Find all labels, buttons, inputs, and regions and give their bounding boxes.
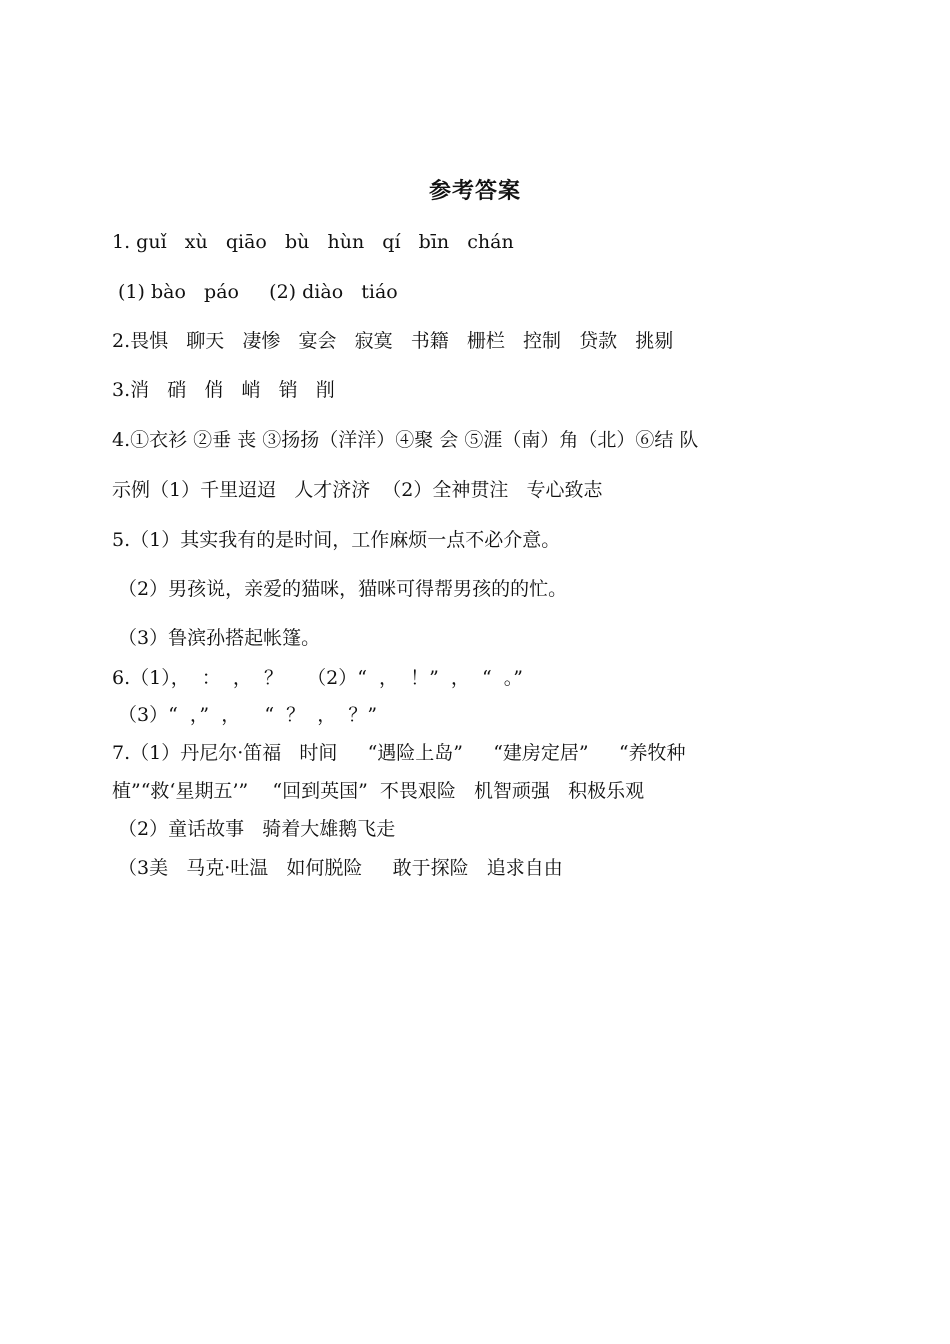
- answer-line-1-polyphones: (1) bào páo (2) diào tiáo: [112, 281, 398, 303]
- answer-line-7-1-cont: 植”“救‘星期五’” “回到英国” 不畏艰险 机智顽强 积极乐观: [112, 780, 645, 802]
- answer-line-7-2: （2）童话故事 骑着大雄鹅飞走: [112, 818, 396, 840]
- answer-line-6-3: （3）“ ，” ， “ ？ ， ？”: [112, 704, 378, 726]
- answer-line-5-2: （2）男孩说，亲爱的猫咪，猫咪可得帮男孩的的忙。: [112, 578, 568, 600]
- answer-line-6-1: 6.（1）， ： ， ？ （2）“ ， ！” ， “ 。”: [112, 667, 523, 689]
- page-title: 参考答案: [428, 179, 521, 204]
- answer-line-4: 4.①衣衫 ②垂 丧 ③扬扬（洋洋）④聚 会 ⑤涯（南）角（北）⑥结 队: [112, 429, 699, 451]
- answer-line-7-1: 7.（1）丹尼尔·笛福 时间 “遇险上岛” “建房定居” “养牧种: [112, 742, 686, 764]
- answer-line-5-1: 5.（1）其实我有的是时间，工作麻烦一点不必介意。: [112, 529, 561, 551]
- answer-line-4-example: 示例（1）千里迢迢 人才济济 （2）全神贯注 专心致志: [112, 479, 603, 501]
- answer-line-7-3: （3美 马克·吐温 如何脱险 敢于探险 追求自由: [112, 857, 563, 879]
- answer-line-1-pinyin: 1. guǐ xù qiāo bù hùn qí bīn chán: [112, 231, 514, 253]
- answer-line-5-3: （3）鲁滨孙搭起帐篷。: [112, 627, 321, 649]
- answer-line-3: 3.消 硝 俏 峭 销 削: [112, 379, 335, 401]
- answer-line-2: 2.畏惧 聊天 凄惨 宴会 寂寞 书籍 栅栏 控制 贷款 挑剔: [112, 330, 674, 352]
